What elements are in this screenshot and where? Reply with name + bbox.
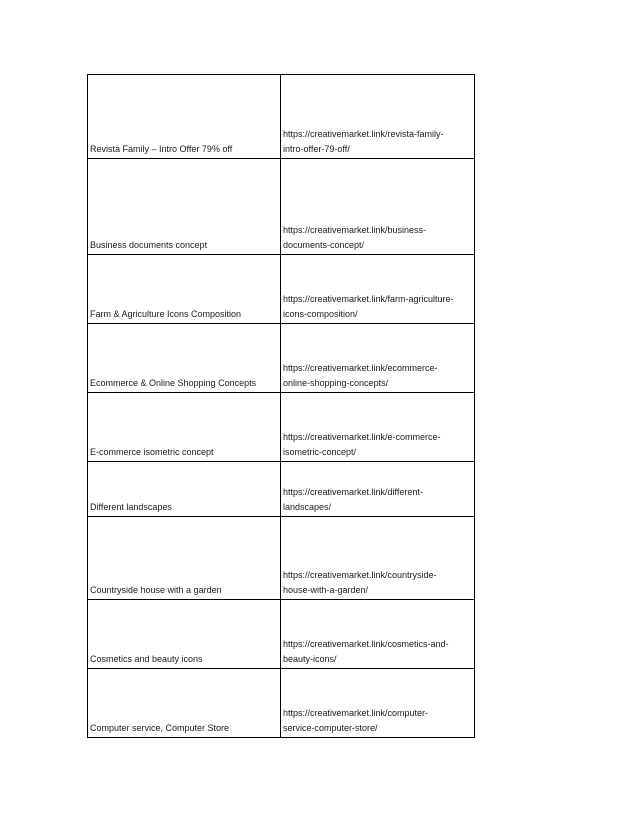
item-link-line2[interactable]: intro-offer-79-off/ [283,144,350,154]
item-link-line2[interactable]: isometric-concept/ [283,447,357,457]
title-cell [88,669,281,738]
item-title: Countryside house with a garden [90,585,222,595]
title-cell [88,600,281,669]
item-link-line1[interactable]: https://creativemarket.link/cosmetics-and- [283,639,449,649]
item-link-line2[interactable]: service-computer-store/ [283,723,378,733]
table-row [88,517,475,600]
link-cell [281,600,475,669]
title-cell [88,159,281,255]
item-link-line1[interactable]: https://creativemarket.link/business- [283,225,427,235]
title-cell [88,75,281,159]
table-row [88,600,475,669]
link-cell [281,669,475,738]
link-cell [281,75,475,159]
item-link-line1[interactable]: https://creativemarket.link/countryside- [283,570,437,580]
link-cell [281,393,475,462]
table-row [88,669,475,738]
item-title: Farm & Agriculture Icons Composition [90,309,242,319]
item-title: E-commerce isometric concept [90,447,214,457]
item-title: Business documents concept [90,240,208,250]
title-cell [88,255,281,324]
item-link-line1[interactable]: https://creativemarket.link/different- [283,487,423,497]
item-title: Computer service, Computer Store [90,723,230,733]
table-row [88,393,475,462]
links-table [87,74,475,738]
item-link-line2[interactable]: landscapes/ [283,502,332,512]
item-link-line1[interactable]: https://creativemarket.link/computer- [283,708,429,718]
title-cell [88,324,281,393]
table-row [88,324,475,393]
item-link-line1[interactable]: https://creativemarket.link/ecommerce- [283,363,438,373]
item-link-line2[interactable]: documents-concept/ [283,240,365,250]
item-link-line1[interactable]: https://creativemarket.link/revista-family- [283,129,444,139]
item-title: Revista Family – Intro Offer 79% off [90,144,233,154]
title-cell [88,517,281,600]
item-link-line2[interactable]: icons-composition/ [283,309,358,319]
item-link-line2[interactable]: online-shopping-concepts/ [283,378,389,388]
table-row [88,75,475,159]
link-cell [281,517,475,600]
item-title: Different landscapes [90,502,172,512]
link-cell [281,324,475,393]
table-row [88,462,475,517]
title-cell [88,393,281,462]
item-link-line1[interactable]: https://creativemarket.link/e-commerce- [283,432,441,442]
item-title: Cosmetics and beauty icons [90,654,203,664]
link-cell [281,159,475,255]
link-cell [281,462,475,517]
item-link-line2[interactable]: beauty-icons/ [283,654,337,664]
item-link-line1[interactable]: https://creativemarket.link/farm-agriculture- [283,294,454,304]
table-row [88,159,475,255]
title-cell [88,462,281,517]
link-cell [281,255,475,324]
item-link-line2[interactable]: house-with-a-garden/ [283,585,369,595]
table-row [88,255,475,324]
item-title: Ecommerce & Online Shopping Concepts [90,378,257,388]
